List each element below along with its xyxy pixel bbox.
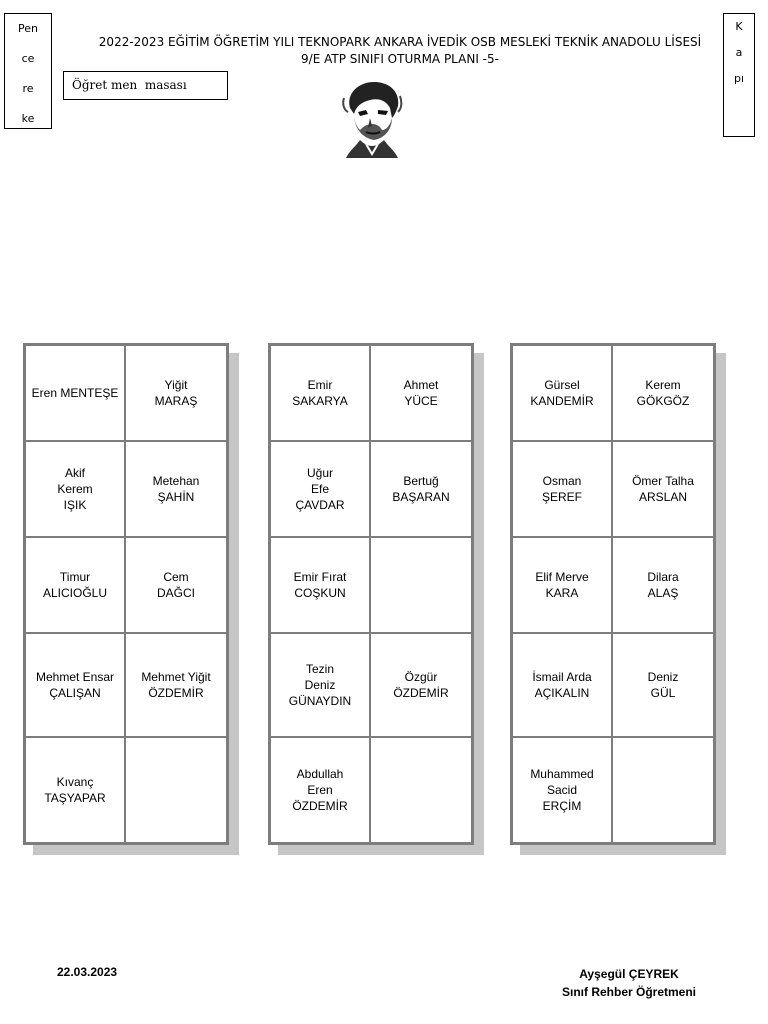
seat: Ahmet YÜCE: [371, 346, 471, 442]
teacher-desk: Öğret men masası: [63, 71, 228, 100]
seat: Kerem GÖKGÖZ: [613, 346, 713, 442]
seat: Ömer Talha ARSLAN: [613, 442, 713, 538]
window-label-line: ke: [21, 112, 35, 125]
seat: Akif Kerem IŞIK: [26, 442, 126, 538]
seat: Elif Merve KARA: [513, 538, 613, 634]
seat: Mehmet Ensar ÇALIŞAN: [26, 634, 126, 738]
seat: İsmail Arda AÇIKALIN: [513, 634, 613, 738]
seat: [371, 738, 471, 842]
door-label-line: K: [735, 20, 743, 33]
seat: Deniz GÜL: [613, 634, 713, 738]
seat: Dilara ALAŞ: [613, 538, 713, 634]
window-label-box: [4, 13, 52, 129]
seat: Cem DAĞCI: [126, 538, 226, 634]
document-date: 22.03.2023: [57, 965, 118, 979]
seat: Emir Fırat COŞKUN: [271, 538, 371, 634]
seat: Özgür ÖZDEMİR: [371, 634, 471, 738]
seat: Abdullah Eren ÖZDEMİR: [271, 738, 371, 842]
seat-column-middle: [268, 343, 474, 845]
seat-grid: [510, 343, 716, 845]
seat-column-right: [510, 343, 716, 845]
teacher-name: Ayşegül ÇEYREK: [579, 967, 679, 981]
document-title: 2022-2023 EĞİTİM ÖĞRETİM YILI TEKNOPARK ANKARA İVEDİK OSB MESLEKİ TEKNİK ANADOLU LİSESİ: [98, 35, 702, 49]
seat: Bertuğ BAŞARAN: [371, 442, 471, 538]
window-label-line: ce: [21, 52, 35, 65]
seat: Gürsel KANDEMİR: [513, 346, 613, 442]
seat: [371, 538, 471, 634]
document-subtitle: 9/E ATP SINIFI OTURMA PLANI -5-: [301, 52, 499, 66]
seat: Tezin Deniz GÜNAYDIN: [271, 634, 371, 738]
seat: Kıvanç TAŞYAPAR: [26, 738, 126, 842]
seat: [126, 738, 226, 842]
door-label-line: a: [735, 46, 743, 59]
seat: Timur ALICIOĞLU: [26, 538, 126, 634]
seat: Metehan ŞAHİN: [126, 442, 226, 538]
window-label-line: re: [22, 82, 34, 95]
ataturk-portrait-icon: [336, 78, 408, 162]
window-label-line: Pen: [18, 22, 38, 35]
seat: Yiğit MARAŞ: [126, 346, 226, 442]
seat: Emir SAKARYA: [271, 346, 371, 442]
seat: Mehmet Yiğit ÖZDEMİR: [126, 634, 226, 738]
seat: Uğur Efe ÇAVDAR: [271, 442, 371, 538]
seat-grid: [268, 343, 474, 845]
signature-block: [548, 965, 710, 1001]
seat: Eren MENTEŞE: [26, 346, 126, 442]
seat: Muhammed Sacid ERÇİM: [513, 738, 613, 842]
seat: Osman ŞEREF: [513, 442, 613, 538]
seat-column-left: [23, 343, 229, 845]
seat: [613, 738, 713, 842]
door-label-box: [723, 13, 755, 137]
teacher-title: Sınıf Rehber Öğretmeni: [561, 985, 697, 999]
seat-grid: [23, 343, 229, 845]
door-label-line: pı: [733, 72, 745, 85]
